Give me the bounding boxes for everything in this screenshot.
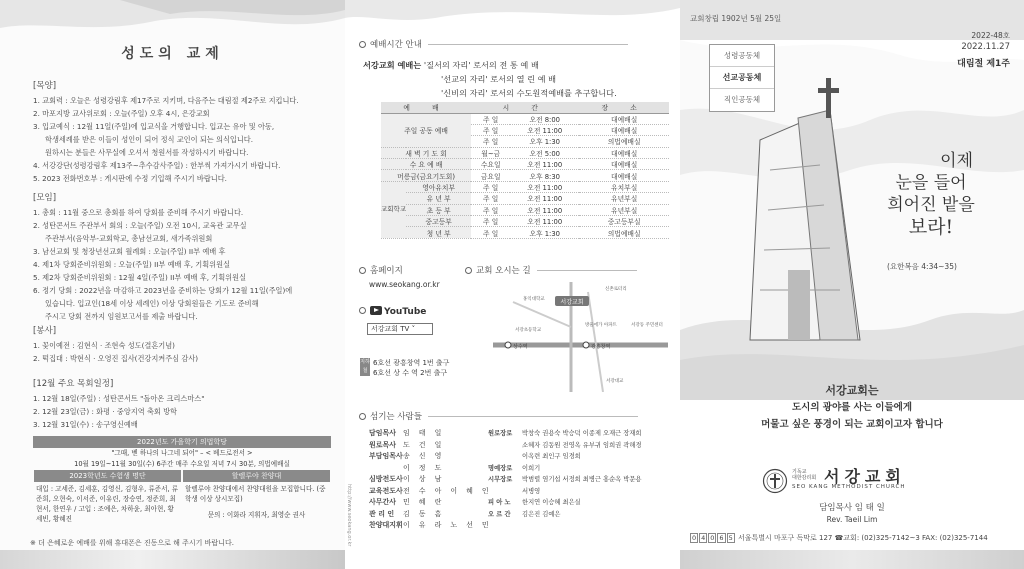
schedule-section [33, 378, 333, 431]
notice-line: 2. 12월 23일(금) : 화평 · 중앙지역 축회 방학 [33, 407, 178, 416]
table-row: 초 등 부 주 일 오전 11:00 유년부실 [381, 204, 669, 215]
notice-line: 3. 남선교회 및 청장년선교회 월례회 : 오늘(주일) II부 예배 후 [33, 247, 226, 256]
staff-row: 관 리 인 김 동 흠 [369, 509, 445, 518]
community-list [709, 44, 775, 112]
directions-header: 교회 오시는 길 [465, 264, 637, 276]
circle-bullet-icon [465, 267, 472, 274]
table-row: 유 년 부 주 일 오전 11:00 유년부실 [381, 193, 669, 204]
svg-text:상수역: 상수역 [513, 344, 528, 350]
logo-denomination: 기독교 [792, 469, 807, 475]
column-header: 예 배 [381, 102, 471, 113]
subway-icon: 지하철 [360, 359, 370, 374]
notice-line: 있습니다. 입교인(18세 이상 세례인) 이상 당회원들은 기도로 준비해 [45, 299, 259, 308]
issue-number: 2022-48호 [971, 31, 1010, 40]
intro-line: '질서의 자리' 로서의 전 통 예 배 [423, 60, 539, 70]
svg-text:광흥창역: 광흥창역 [591, 344, 611, 350]
choir-text: 할렐루야 찬양대에서 찬양대원을 모집합니다. (중학생 이상 상시모집) [185, 485, 326, 503]
staff-row: 원로목사 도 건 일 [369, 440, 445, 449]
svg-text:서강동 주민센터: 서강동 주민센터 [631, 323, 663, 328]
choir-box [182, 470, 331, 522]
cover-panel [680, 0, 1024, 569]
pastor-info: 담임목사 임 태 일 Rev. Taeil Lim [819, 503, 885, 524]
cover-slogan: 이제 눈을 들어 희어진 밭을 보라! [887, 151, 975, 238]
circle-bullet-icon [359, 267, 366, 274]
decorative-footer-bar [680, 550, 1024, 569]
table-row: 중고등부 주 일 오전 11:00 중고등부실 [381, 216, 669, 227]
elder-row: 피 아 노 한지연 이승혜 최은실 [488, 499, 581, 506]
section-header: [목양] [33, 81, 57, 91]
methodist-seal-icon [762, 468, 788, 494]
staff-list [369, 428, 492, 532]
liturgical-season: 대림절 제1주 [957, 59, 1010, 69]
exam-box [33, 470, 182, 522]
logo-church-name: 서강교회 [824, 467, 906, 486]
notice-line: 2. 마포지방 교사위로회 : 오늘(주일) 오후 4시, 은강교회 [33, 109, 210, 118]
choir-contact: 문의 : 이화라 지휘자, 최영순 권사 [207, 511, 306, 519]
elder-row: 오 르 간 김은진 김예은 [488, 510, 561, 518]
homepage-link[interactable]: www.seokang.or.kr [369, 280, 440, 289]
retreat-line: "그때, 벧 하나의 나그네 되어" – < 베드로전서 > [111, 449, 253, 457]
circle-bullet-icon [359, 413, 366, 420]
staff-row: 이 정 도 [403, 463, 445, 472]
service-section [33, 325, 333, 365]
youtube-play-icon [370, 306, 382, 315]
retreat-bar: 2022년도 가을학기 의법학당 [33, 436, 331, 448]
notice-line: 주시고 당회 전까지 임원보고서를 제출 바랍니다. [45, 312, 198, 321]
community-item: 선교공동체 [710, 67, 774, 89]
staff-row: 사무간사 민 혜 란 [369, 498, 445, 506]
logo-denomination: 대한감리회 [792, 475, 817, 481]
circle-bullet-icon [359, 41, 366, 48]
table-row: 수 요 예 배 수요일 오전 11:00 대예배실 [381, 159, 669, 170]
intro-lead: 서강교회 예배는 [363, 60, 422, 70]
svg-text:서강대교: 서강대교 [606, 379, 624, 384]
notice-line: 5. 2023 전화번호부 : 게시판에 수정 기입해 주시기 바랍니다. [33, 174, 227, 183]
youtube-logo: YouTube [359, 306, 426, 317]
directions-map [493, 282, 668, 392]
section-header: [12월 주요 목회일정] [33, 379, 114, 389]
notice-line: 2. 성탄콘서트 주관부서 회의 : 오늘(주일) 오전 10시, 교육관 교무실 [33, 221, 247, 230]
notice-line: 3. 입교예식 : 12월 11일(주일)에 입교식을 거행합니다. 입교는 유아 및 아동, [33, 122, 275, 131]
intro-line: '선교의 자리' 로서의 열 린 예 배 [441, 74, 557, 84]
scripture-reference: (요한복음 4:34~35) [887, 262, 957, 271]
notice-line: 4. 서강강단(성령강림후 제13주~추수감사주일) : 한부씩 가져가시기 바랍니다. [33, 161, 281, 170]
church-logo [762, 466, 952, 496]
worship-time-header: 예배시간 안내 [359, 38, 628, 50]
youtube-channel-select[interactable]: 서강교회 TV ˅ [367, 323, 433, 335]
phone-notice: ※ 더 은혜로운 예배를 위해 휴대폰은 진동으로 해 주시기 바랍니다. [30, 539, 234, 547]
info-panel [345, 0, 680, 569]
notice-line: 1. 12월 18일(주일) : 성탄콘서트 "돌아온 크리스마스" [33, 394, 205, 403]
table-row: 머릉금(금요기도회) 금요일 오후 8:30 대예배실 [381, 170, 669, 181]
fellowship-title: 성도의 교제 [121, 46, 224, 62]
staff-header: 섬기는 사람들 [359, 410, 638, 422]
table-row: 주 일 오후 1:30 의법예배실 [381, 136, 669, 147]
notice-line: 원하시는 분들은 사무실에 오셔서 청원서를 작성하시기 바랍니다. [45, 148, 249, 157]
fellowship-panel [0, 0, 345, 569]
retreat-line: 10월 19일~11월 30일(수) 6주간 매주 수요일 저녁 7시 30분, 의법예배실 [74, 460, 290, 468]
section-header: [봉사] [33, 326, 57, 336]
notice-line: 1. 꽃이예전 : 김현식 · 조현숙 성도(결혼기념) [33, 341, 175, 350]
bulletin-date: 2022.11.27 [961, 42, 1010, 52]
school-label: 교회학교 [381, 181, 406, 238]
svg-text:방울에가 아파트: 방울에가 아파트 [585, 323, 617, 328]
staff-row: 담임목사 임 태 일 [369, 429, 445, 437]
subway-line: 6호선 상 수 역 2번 출구 [373, 369, 448, 377]
notice-line: 3. 12월 31일(수) : 송구영신예배 [33, 420, 138, 429]
notice-line: 2. 떡집대 : 박현식 · 오영진 집사(건강지켜주심 감사) [33, 354, 199, 363]
notice-line: 1. 총회 : 11월 중으로 총회를 하여 당회를 준비해 주시기 바랍니다. [33, 208, 244, 217]
intro-line: '신비의 자리' 로서의 수도원적예배를 추구합니다. [441, 88, 617, 98]
svg-text:신촌로터리: 신촌로터리 [605, 287, 627, 292]
worship-intro [363, 58, 617, 100]
notice-line: 학생세례를 받은 이들이 성인이 되어 정식 교인이 되는 의식입니다. [45, 135, 254, 144]
decorative-footer-bar [0, 550, 345, 569]
notice-line: 5. 제2차 당회준비위원회 : 12월 4일(주일) II부 예배 후, 기획위원실 [33, 273, 247, 282]
notice-line: 주관부서(음악부-교회학교, 총남선교회, 새가족위원회 [45, 234, 213, 243]
homepage-header: 홈페이지 [359, 264, 403, 276]
community-item: 직인공동체 [723, 95, 761, 104]
svg-text:서강교회: 서강교회 [560, 299, 584, 306]
subway-line: 6호선 광흥창역 1번 출구 [373, 359, 450, 367]
decorative-wave [345, 0, 680, 40]
table-row: 교회학교 영아유치부 주 일 오전 11:00 유치부실 [381, 181, 669, 192]
mission-statement: 서강교회는 도시의 광야를 사는 이들에게 머물고 싶은 풍경이 되는 교회이고자 합니다 [761, 384, 943, 430]
elder-row: 명예장로 이희기 [488, 464, 541, 472]
exam-bar: 2023학년도 수험생 명단 [34, 470, 181, 482]
table-row: 주 일 오전 11:00 대예배실 [381, 124, 669, 135]
notice-line: 6. 정기 당회 : 2022년을 마감하고 2023년을 준비하는 당회가 12월 11일(주일)에 [33, 286, 293, 295]
exam-list: 대입 : 고세준, 김세훈, 김영신, 김형우, 류준서, 류준희, 오현숙, 이서준, 이유린, 장승연, 정준희, 최현서, 한연우 / 고입 : 조예은, 차하윤, 최아현, 황세빈, 황혜진 [36, 485, 179, 522]
table-row: 주일 공동 예배 주 일 오전 8:00 대예배실 [381, 113, 669, 124]
elder-list [488, 428, 642, 520]
church-address: 0 4 0 6 5 서울특별시 마포구 독막로 127 ☎교회: (02)325-7142~3 FAX: (02)325-7144 [692, 534, 988, 542]
side-url: http://www.seokang.or.kr [346, 484, 352, 547]
elder-row: 시무장로 박범렬 염기섭 서정희 최병근 홍순옥 박문용 [488, 476, 642, 483]
pastoral-section [33, 80, 333, 185]
svg-text:홍익대학교: 홍익대학교 [523, 297, 545, 302]
subway-info [360, 358, 449, 378]
svg-text:서강초등학교: 서강초등학교 [515, 328, 542, 333]
community-item: 성령공동체 [710, 45, 774, 67]
table-row: 새 벽 기 도 회 월~금 오전 5:00 대예배실 [381, 147, 669, 158]
two-column-boxes [33, 470, 331, 522]
staff-row: 찬양대지휘이 유 라 노 선 민 [369, 521, 493, 529]
announcement-boxes [33, 436, 331, 522]
elder-row: 소혜자 김동원 전영옥 유부귀 임희권 곽해경 [522, 441, 642, 449]
notice-line: 1. 교회력 : 오늘은 성령강림후 제17주로 지키며, 다음주는 대림절 제2주로 지킵니다. [33, 96, 299, 105]
column-header: 시 간 [471, 102, 579, 113]
section-header: [모임] [33, 193, 57, 203]
choir-bar: 할렐루야 찬양대 [183, 470, 330, 482]
logo-english-name: SEO KANG METHODIST CHURCH [792, 484, 906, 490]
table-row: 청 년 부 주 일 오후 1:30 의법예배실 [381, 227, 669, 238]
column-header: 장 소 [579, 102, 669, 113]
meeting-section [33, 192, 333, 323]
elder-row: 이옥련 최인구 임경희 [522, 453, 581, 460]
elder-row: 원로장로 박창숙 권용숙 박승덕 이종제 오재근 장재희 [488, 430, 642, 437]
notice-line: 4. 제1차 당회준비위원회 : 오늘(주일) II부 예배 후, 기획위원실 [33, 260, 231, 269]
staff-row: 부담임목사송 신 영 [369, 452, 445, 460]
elder-row: 서병영 [522, 487, 541, 495]
founding-date: 교회창립 1902년 5월 25일 [690, 14, 782, 23]
staff-row: 교육전도사전 수 아 이 혜 인 [369, 486, 493, 495]
worship-schedule-table [381, 102, 669, 239]
staff-row: 심방전도사이 상 남 [369, 475, 445, 483]
